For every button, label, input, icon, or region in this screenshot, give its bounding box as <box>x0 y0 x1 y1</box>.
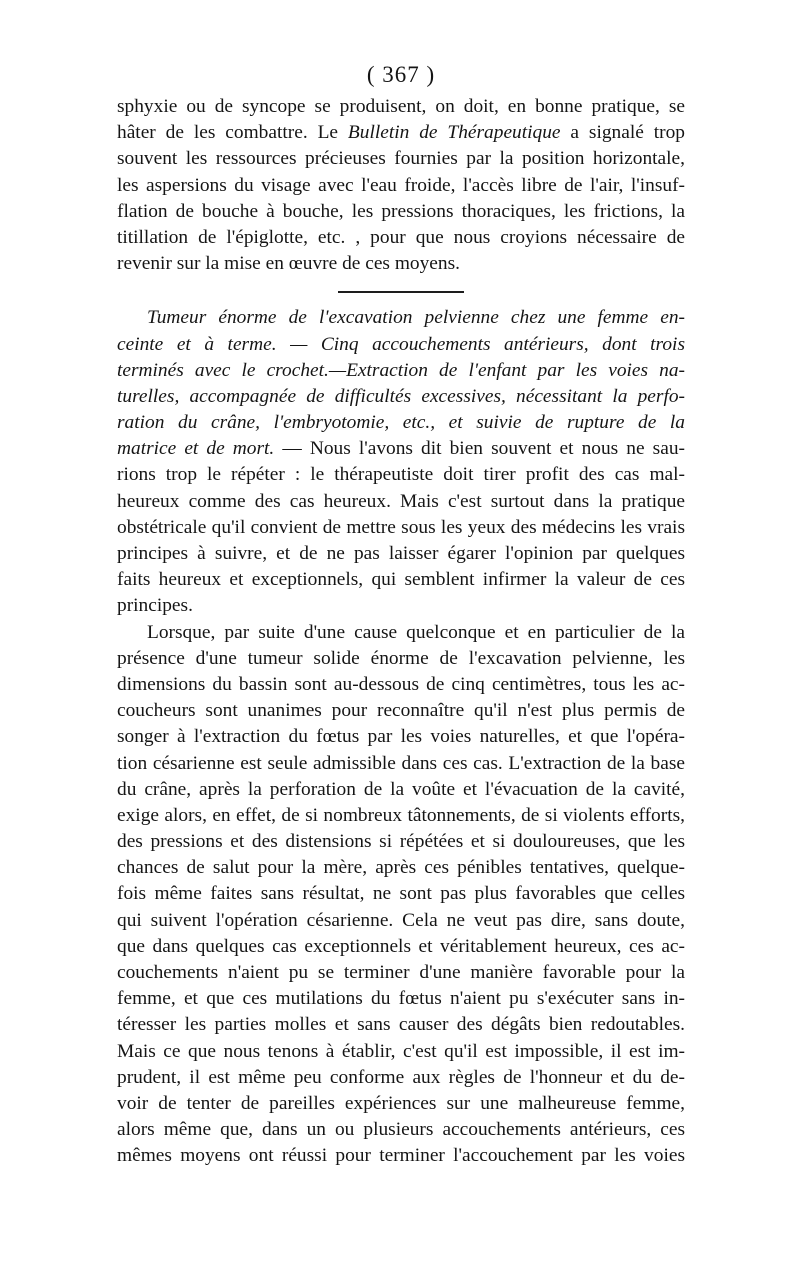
article-title-line: ceinte et à terme. — Cinq accouchements antérieurs, dont trois <box>117 333 685 355</box>
text-line <box>117 436 685 462</box>
text-line: mêmes moyens ont réussi pour terminer l'accouchement par les voies <box>117 1145 685 1167</box>
article-title-line: Tumeur énorme de l'excavation pelvienne chez une femme en- <box>147 307 685 329</box>
section-divider <box>338 291 464 293</box>
text-line: rions trop le répéter : le thérapeutiste doit tirer profit des cas mal- <box>117 464 685 486</box>
text-line: du crâne, après la perforation de la voûte et l'évacuation de la cavité, <box>117 778 685 800</box>
text-line: que dans quelques cas exceptionnels et véritablement heureux, ces ac- <box>117 935 685 957</box>
paragraph-intro <box>117 94 685 277</box>
article-title-end: matrice et de mort. <box>117 438 275 460</box>
text-line: présence d'une tumeur solide énorme de l'excavation pelvienne, les <box>117 647 685 669</box>
text-line: qui suivent l'opération césarienne. Cela ne veut pas dire, sans doute, <box>117 909 685 931</box>
text-line: songer à l'extraction du fœtus par les voies naturelles, et que l'opéra- <box>117 726 685 748</box>
text-line: téresser les parties molles et sans causer des dégâts bien redoutables. <box>117 1014 685 1036</box>
text-line: revenir sur la mise en œuvre de ces moyens. <box>117 253 460 275</box>
text-line: heureux comme des cas heureux. Mais c'est surtout dans la pratique <box>117 490 685 512</box>
text-line: titillation de l'épiglotte, etc. , pour que nous croyions nécessaire de <box>117 226 685 248</box>
text-fragment: hâter de les combattre. Le <box>117 122 348 144</box>
text-line: coucheurs sont unanimes pour reconnaître qu'il n'est plus permis de <box>117 700 685 722</box>
text-line: fois même faites sans résultat, ne sont pas plus favorables que celles <box>117 883 685 905</box>
page-number: ( 367 ) <box>366 62 436 87</box>
journal-title: Bulletin de Thérapeutique <box>347 122 561 144</box>
text-line: principes. <box>117 595 193 617</box>
text-line: des pressions et des distensions si répétées et si douloureuses, que les <box>117 831 685 853</box>
article-title-line: terminés avec le crochet.—Extraction de l'enfant par les voies na- <box>117 359 685 381</box>
text-line: obstétricale qu'il convient de mettre sous les yeux des médecins les vrais <box>117 516 685 538</box>
paragraph-body <box>117 620 685 1170</box>
article-title-line: ration du crâne, l'embryotomie, etc., et suivie de rupture de la <box>117 412 685 434</box>
text-line: couchements n'aient pu se terminer d'une manière favorable pour la <box>117 962 685 983</box>
article-heading-paragraph <box>117 305 685 619</box>
text-fragment: a signalé trop <box>560 122 685 144</box>
text-line: sphyxie ou de syncope se produisent, on doit, en bonne pratique, se <box>117 96 685 117</box>
text-line: flation de bouche à bouche, les pressions thoraciques, les frictions, la <box>117 200 685 222</box>
text-line: dimensions du bassin sont au-dessous de cinq centimètres, tous les ac- <box>117 673 685 695</box>
book-page <box>117 60 685 1170</box>
text-line: Mais ce que nous tenons à établir, c'est qu'il est impossible, il est im- <box>117 1040 685 1062</box>
text-line: exige alors, en effet, de si nombreux tâtonnements, de si violents efforts, <box>117 804 685 826</box>
text-line: voir de tenter de pareilles expériences sur une malheureuse femme, <box>117 1092 685 1114</box>
text-line: souvent les ressources précieuses fournies par la position horizontale, <box>117 148 685 170</box>
text-line: principes à suivre, et de ne pas laisser égarer l'opinion par quelques <box>117 543 685 564</box>
text-line: faits heureux et exceptionnels, qui semblent infirmer la valeur de ces <box>117 569 685 591</box>
text-line: tion césarienne est seule admissible dans ces cas. L'extraction de la base <box>117 752 685 774</box>
text-line: les aspersions du visage avec l'eau froide, l'accès libre de l'air, l'insuf- <box>117 174 685 196</box>
text-line: chances de salut pour la mère, après ces pénibles tentatives, quelque- <box>117 857 685 879</box>
text-line: prudent, il est même peu conforme aux règles de l'honneur et du de- <box>117 1066 685 1088</box>
text-line: Lorsque, par suite d'une cause quelconque et en particulier de la <box>147 621 685 643</box>
text-line <box>117 120 685 146</box>
text-fragment: — Nous l'avons dit bien souvent et nous ne sau- <box>274 438 685 460</box>
article-title-line: turelles, accompagnée de difficultés excessives, nécessitant la perfo- <box>117 385 685 407</box>
text-line: alors même que, dans un ou plusieurs accouchements antérieurs, ces <box>117 1119 685 1141</box>
text-line: femme, et que ces mutilations du fœtus n'aient pu s'exécuter sans in- <box>117 988 685 1010</box>
